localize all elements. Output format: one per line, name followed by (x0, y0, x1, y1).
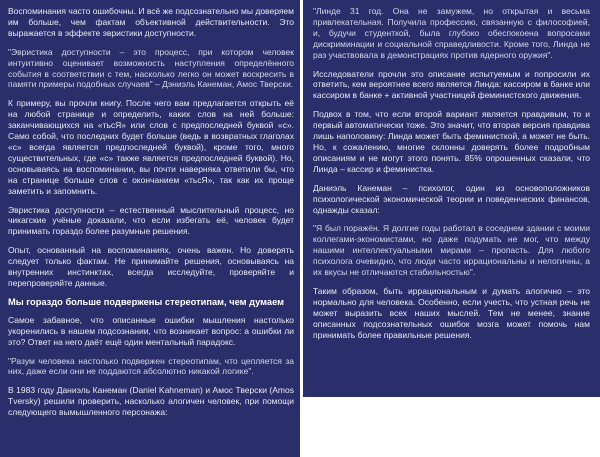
paragraph-book-example: К примеру, вы прочли книгу. После чего вам предлагается открыть её на любой странице и определить, каких слов на ней больше: заканчивающихся на «тьсЯ» или слов с предпоследней буквой «с». Само собой, что последних будет больше (ведь в возвратных глаголах «с» всегда является предпоследней буквой), кроме того, много существительных, где «с» также является предпоследней буквой). Но, основываясь на воспоминании, вы почти наверняка ответили бы, что на странице больше слов с окончанием «тьсЯ», так как их проще заметить и запомнить. (8, 98, 294, 196)
paragraph-memories: Воспоминания часто ошибочны. И всё же подсознательно мы доверяем им больше, чем фактам объективной действительности. Это выражается в эффекте эвристики доступности. (8, 6, 294, 38)
quote-availability-heuristic: "Эвристика доступности – это процесс, при котором человек интуитивно оценивает возможность наступления определённого события в соответствии с тем, насколько легко он может воскресить в памяти примеры подобных случаев" – Дэниэль Канеман, Амос Тверски. (8, 46, 294, 90)
quote-kahneman: "Я был поражён. Я долгие годы работал в соседнем здании с моими коллегами-экономистами, но даже подумать не мог, что между нашими интеллектуальными мирами – пропасть. Для любого психолога очевидно, что люди часто иррациональны и нелогичны, а их вкусы не отличаются стабильностью". (313, 223, 590, 278)
paragraph-conjunction-catch: Подвох в том, что если второй вариант является правдивым, то и первый автоматически тоже. Это значит, что вторая версия правдива лишь наполовину: Линда может быть феминисткой, а может не быть. Но, к сожалению, многие склонны доверять более подробным описаниям и не могут этого понять. 85% опрошенных сказали, что Линда – кассир и феминистка. (313, 109, 590, 174)
quote-stereotypes: "Разум человека настолько подвержен стереотипам, что цепляется за них, даже если они не поддаются абсолютно никакой логике". (8, 355, 294, 377)
paragraph-mistakes-question: Самое забавное, что описанные ошибки мышления настолько укоренились в нашем подсознании, что возникает вопрос: а ошибки ли это? Ответ на него даёт ещё один ментальный парадокс. (8, 314, 294, 347)
section-heading-stereotypes: Мы гораздо больше подвержены стереотипам, чем думаем (8, 296, 285, 307)
paragraph-conclusion: Таким образом, быть иррациональным и думать алогично – это нормально для человека. Особенно, если учесть, что устная речь не может выразить всех наших мыслей. Тем не менее, знание описанных подсознательных ошибок мозга может помочь нам принимать более правильные решения. (313, 285, 590, 340)
paragraph-researchers-question: Исследователи прочли это описание испытуемым и попросили их ответить, кем вероятнее всего является Линда: кассиром в банке или кассиром в банке + активной участницей феминистского движения. (313, 68, 590, 101)
paragraph-kahneman-intro: Даниэль Канеман – психолог, один из основоположников психологической экономической теории и поведенческих финансов, однажды сказал: (313, 182, 590, 215)
paragraph-trust-facts: Опыт, основанный на воспоминаниях, очень важен. Но доверять следует только фактам. Не принимайте решения, основываясь на внутренних инстинктах, всегда исследуйте, проверяйте и перепроверяйте данные. (8, 245, 294, 288)
article-column-right (303, 0, 600, 397)
paragraph-heuristic-conclusion: Эвристика доступности – естественный мыслительный процесс, но чикагские учёные доказали, что если избегать её, человек будет принимать гораздо более разумные решения. (8, 204, 294, 237)
quote-linda-description: "Линде 31 год. Она не замужем, но открытая и весьма привлекательная. Получила профессию, связанную с философией, и, будучи студенткой, была глубоко обеспокоена вопросами дискриминации и социальной справедливости. Кроме того, Линда не раз участвовала в демонстрациях против ядерного оружия". (313, 6, 590, 60)
paragraph-kahneman-tversky-1983: В 1983 году Даниэль Канеман (Daniel Kahneman) и Амос Тверски (Amos Tversky) решили проверить, насколько алогичен человек, при помощи следующего вымышленного персонажа: (8, 385, 294, 418)
